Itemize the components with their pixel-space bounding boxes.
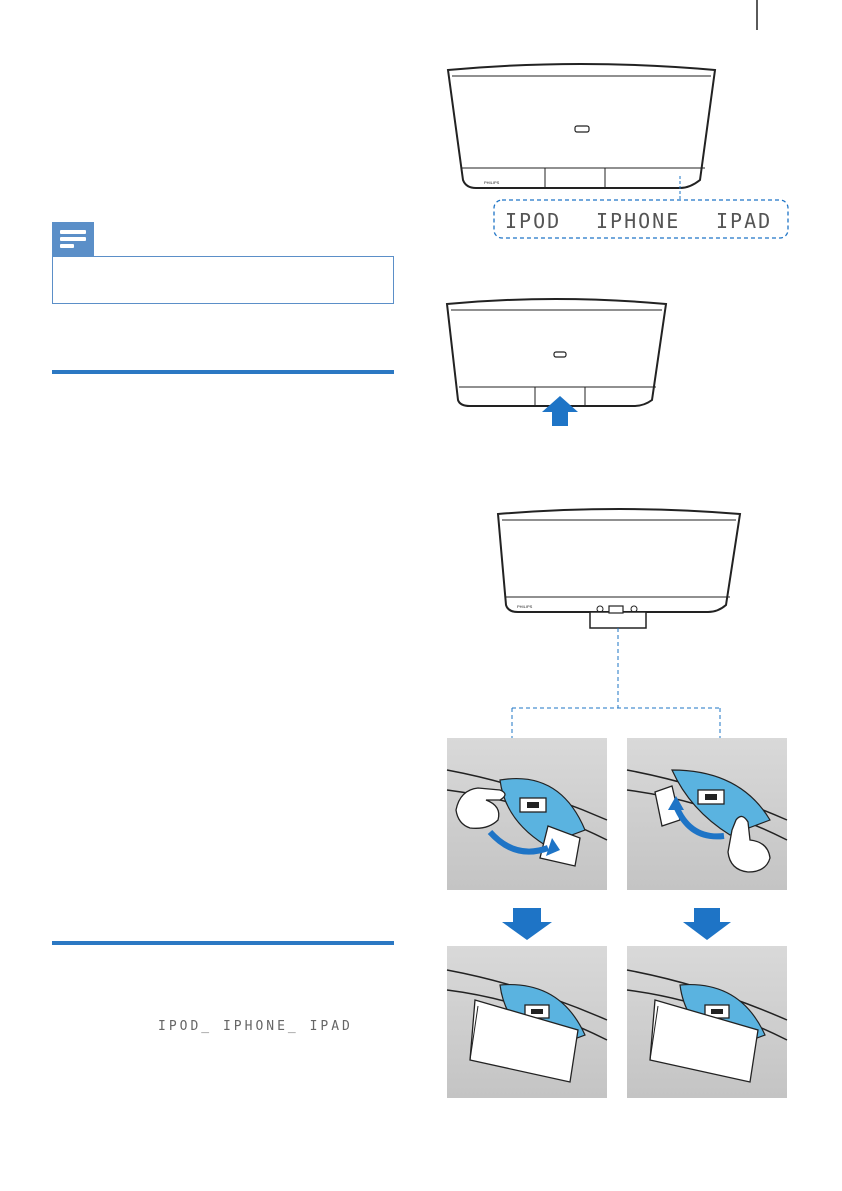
svg-text:PHILIPS: PHILIPS [517,604,533,609]
panel-result-right [627,946,787,1098]
callout-segment-3: IPAD [716,209,773,233]
panel-result-left [447,946,607,1098]
down-arrow-right [683,908,731,940]
speaker-figure-1 [448,64,788,238]
callout-segment-1: IPOD [505,209,562,233]
speaker-figure-3 [498,509,740,738]
panel-open-left [447,738,607,890]
callout-segment-2: IPHONE [596,209,681,233]
panel-open-right [627,738,787,890]
inline-display-text: IPOD_ IPHONE_ IPAD [158,1019,353,1034]
svg-text:PHILIPS: PHILIPS [484,180,500,185]
down-arrow-left [502,908,552,940]
speaker-figure-2 [447,299,666,426]
